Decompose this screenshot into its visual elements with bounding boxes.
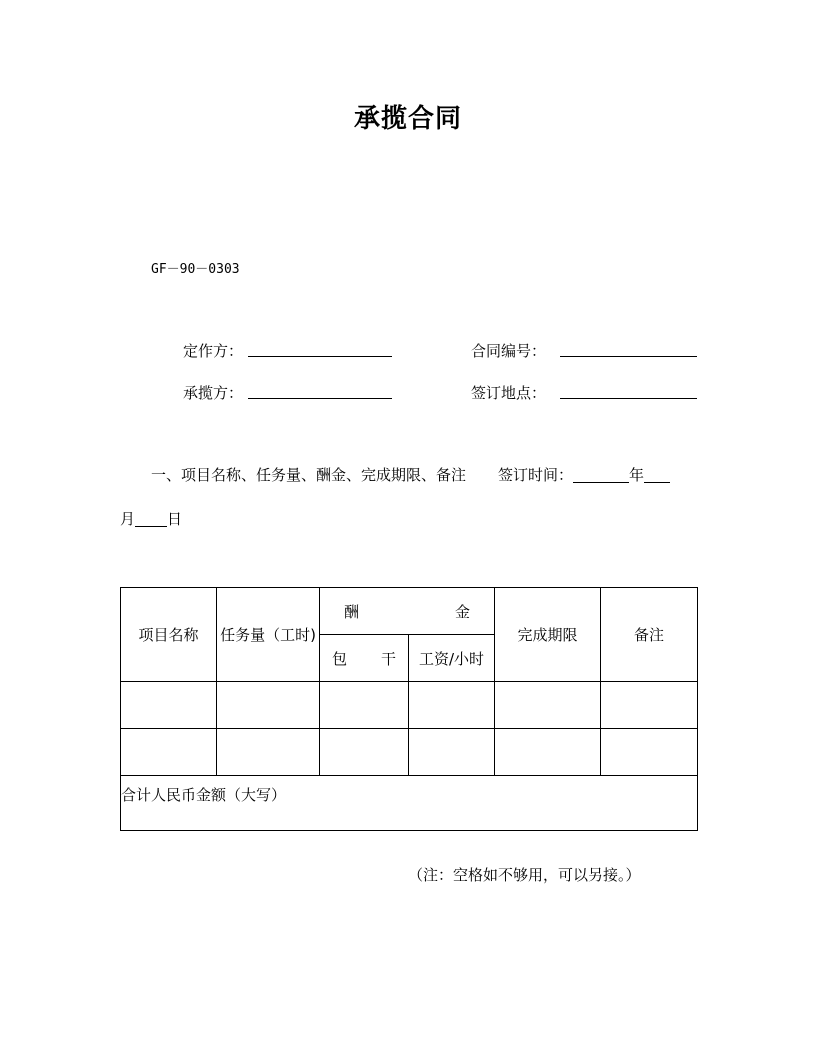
header-deadline: 完成期限 xyxy=(495,588,601,682)
header-pay xyxy=(320,588,495,635)
sign-time-label: 签订时间： xyxy=(498,466,574,484)
sign-place-field[interactable] xyxy=(560,398,697,399)
table-cell[interactable] xyxy=(320,682,409,729)
section-1-heading-line xyxy=(151,464,670,485)
header-pay-right: 金 xyxy=(454,602,470,621)
header-lump-left: 包 xyxy=(332,649,348,668)
header-lump-right: 干 xyxy=(380,649,396,668)
contract-no-label: 合同编号： xyxy=(471,342,547,360)
total-amount-label: 合计人民币金额（大写） xyxy=(121,786,287,804)
ordering-party-label: 定作方： xyxy=(183,342,244,360)
table-cell[interactable] xyxy=(601,682,698,729)
table-cell[interactable] xyxy=(320,729,409,776)
total-amount-row[interactable] xyxy=(121,776,698,831)
table-cell[interactable] xyxy=(121,682,217,729)
section-1-heading: 一、项目名称、任务量、酬金、完成期限、备注 xyxy=(151,466,467,484)
table-row xyxy=(121,682,698,729)
month-label: 月 xyxy=(120,510,136,528)
section-1-date-line xyxy=(120,508,182,529)
table-cell[interactable] xyxy=(601,729,698,776)
contractor-field[interactable] xyxy=(248,398,392,399)
table-cell[interactable] xyxy=(217,682,320,729)
sign-place-label: 签订地点： xyxy=(471,384,547,402)
footnote: （注：空格如不够用，可以另接。） xyxy=(408,866,641,884)
table-cell[interactable] xyxy=(495,682,601,729)
table-row xyxy=(121,729,698,776)
header-remark: 备注 xyxy=(601,588,698,682)
contract-no-field[interactable] xyxy=(560,356,697,357)
day-label: 日 xyxy=(167,510,183,528)
ordering-party-field[interactable] xyxy=(248,356,392,357)
document-title: 承揽合同 xyxy=(353,104,462,134)
table-cell[interactable] xyxy=(409,729,495,776)
header-pay-left: 酬 xyxy=(344,602,360,621)
header-hourly: 工资/小时 xyxy=(409,635,495,682)
year-label: 年 xyxy=(629,466,645,484)
form-code: GF－90－0303 xyxy=(151,262,240,277)
header-lump-sum xyxy=(320,635,409,682)
sign-day-field[interactable] xyxy=(135,510,167,527)
table-cell[interactable] xyxy=(121,729,217,776)
table-cell[interactable] xyxy=(217,729,320,776)
table-cell[interactable] xyxy=(409,682,495,729)
sign-month-field[interactable] xyxy=(644,466,670,483)
contractor-label: 承揽方： xyxy=(183,384,244,402)
table-cell[interactable] xyxy=(495,729,601,776)
project-table xyxy=(120,587,698,831)
header-item-name: 项目名称 xyxy=(121,588,217,682)
header-quantity: 任务量（工时) xyxy=(217,588,320,682)
sign-year-field[interactable] xyxy=(573,466,629,483)
